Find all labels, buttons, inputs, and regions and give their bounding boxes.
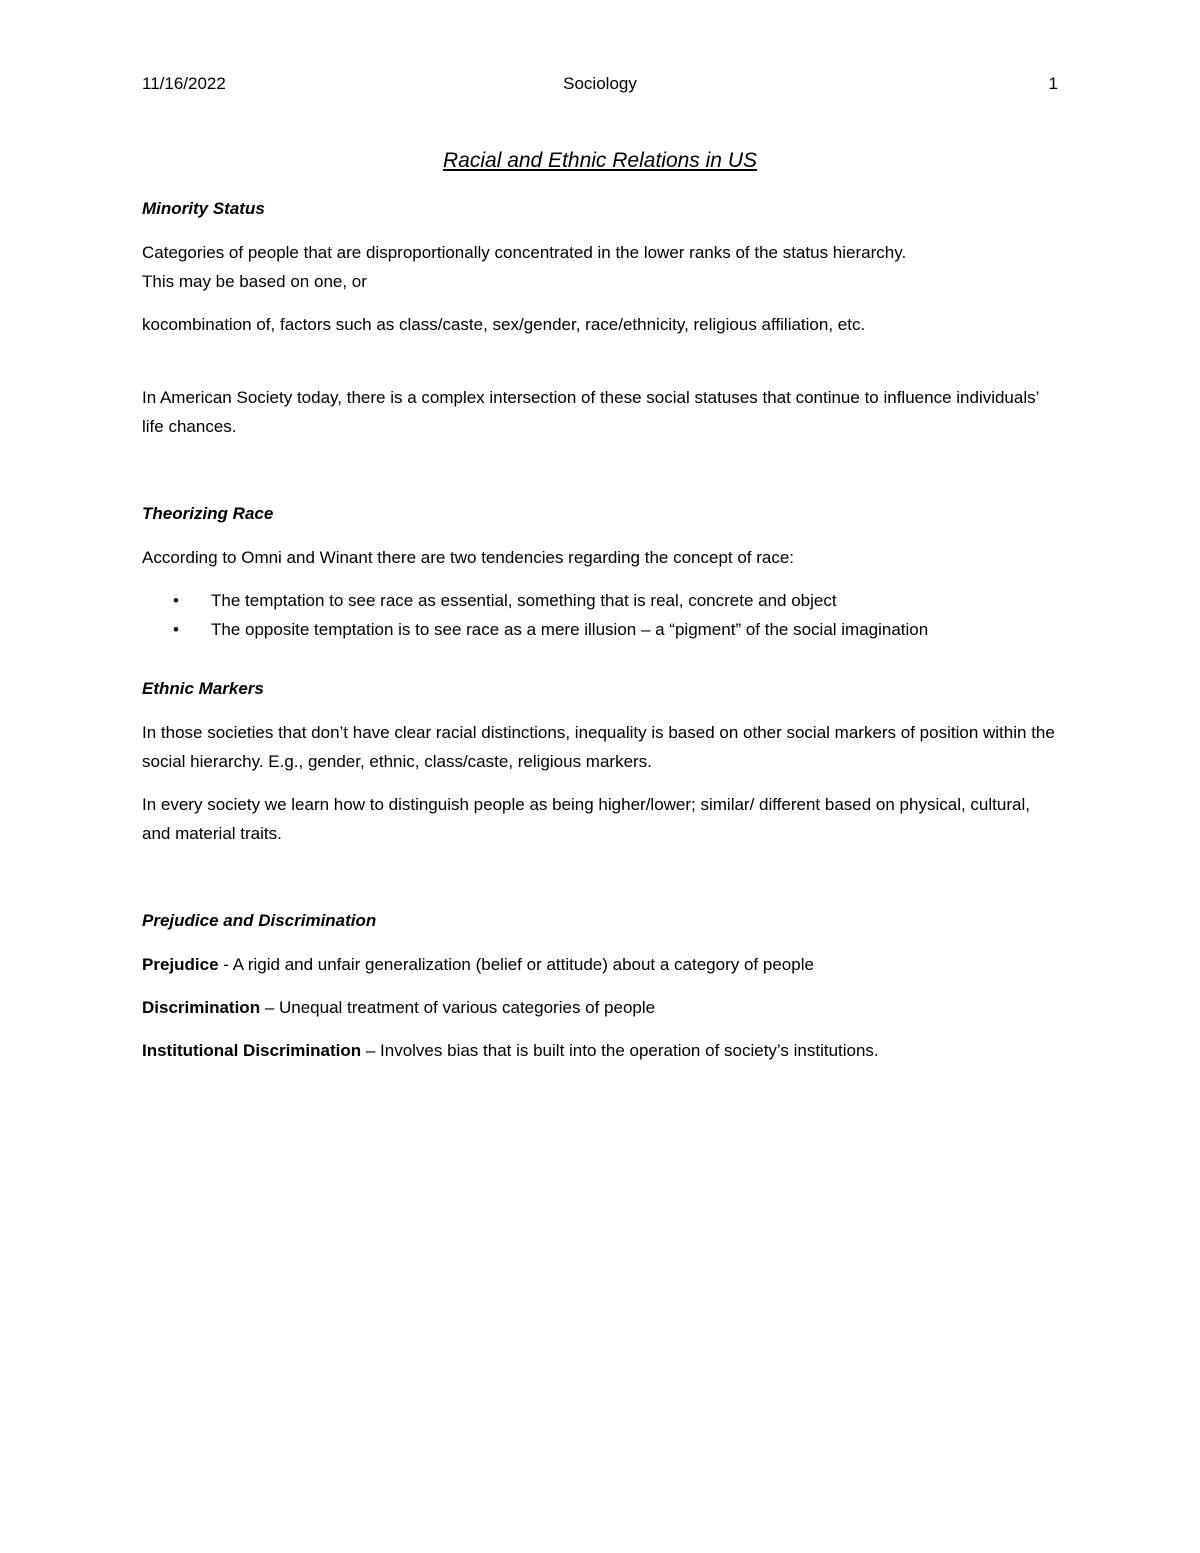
- term-definition: – Involves bias that is built into the operation of society’s institutions.: [361, 1041, 879, 1060]
- paragraph-distinguish-people: In every society we learn how to distinguish people as being higher/lower; similar/ different based on physical, cultural, and material traits.: [142, 795, 1030, 843]
- paragraph-minority-factors: kocombination of, factors such as class/caste, sex/gender, race/ethnicity, religious affiliation, etc.: [142, 315, 866, 334]
- header-subject: Sociology: [563, 74, 637, 93]
- definition-discrimination: [142, 993, 1058, 1022]
- term-definition: - A rigid and unfair generalization (belief or attitude) about a category of people: [218, 955, 814, 974]
- header-date: 11/16/2022: [142, 74, 226, 93]
- paragraph-line: Categories of people that are disproportionally concentrated in the lower ranks of the status hierarchy.: [142, 243, 907, 262]
- header-page-number: 1: [1048, 74, 1058, 93]
- heading-theorizing-race: Theorizing Race: [142, 504, 274, 523]
- definition-institutional-discrimination: [142, 1036, 1058, 1065]
- term-label: Institutional Discrimination: [142, 1041, 362, 1060]
- heading-minority-status: Minority Status: [142, 199, 265, 218]
- term-definition: – Unequal treatment of various categories of people: [260, 998, 656, 1017]
- list-item: [142, 586, 1058, 615]
- document-title: Racial and Ethnic Relations in US: [443, 149, 757, 172]
- heading-ethnic-markers: Ethnic Markers: [142, 679, 264, 698]
- page-header: [142, 74, 1058, 100]
- spacer: [142, 353, 1058, 383]
- list-item-text: The temptation to see race as essential, something that is real, concrete and object: [211, 591, 837, 610]
- heading-prejudice-discrimination: Prejudice and Discrimination: [142, 911, 377, 930]
- tendencies-list: [142, 586, 1058, 644]
- spacer: [142, 455, 1058, 499]
- paragraph-minority-definition: [142, 238, 1058, 296]
- document-body: [142, 146, 1058, 1079]
- term-label: Prejudice: [142, 955, 219, 974]
- definition-prejudice: [142, 950, 1058, 979]
- list-item-text: The opposite temptation is to see race as a mere illusion – a “pigment” of the social imagination: [211, 620, 929, 639]
- list-item: [142, 615, 1058, 644]
- spacer: [142, 862, 1058, 906]
- paragraph-social-markers: In those societies that don’t have clear racial distinctions, inequality is based on other social markers of position within the social hierarchy. E.g., gender, ethnic, class/caste, religious markers.: [142, 723, 1055, 771]
- paragraph-omni-winant: According to Omni and Winant there are two tendencies regarding the concept of race:: [142, 548, 795, 567]
- bullet-icon: •: [173, 591, 179, 610]
- paragraph-american-society: In American Society today, there is a complex intersection of these social statuses that continue to influence individuals’ life chances.: [142, 388, 1039, 436]
- term-label: Discrimination: [142, 998, 261, 1017]
- paragraph-line: This may be based on one, or: [142, 272, 367, 291]
- bullet-icon: •: [173, 620, 179, 639]
